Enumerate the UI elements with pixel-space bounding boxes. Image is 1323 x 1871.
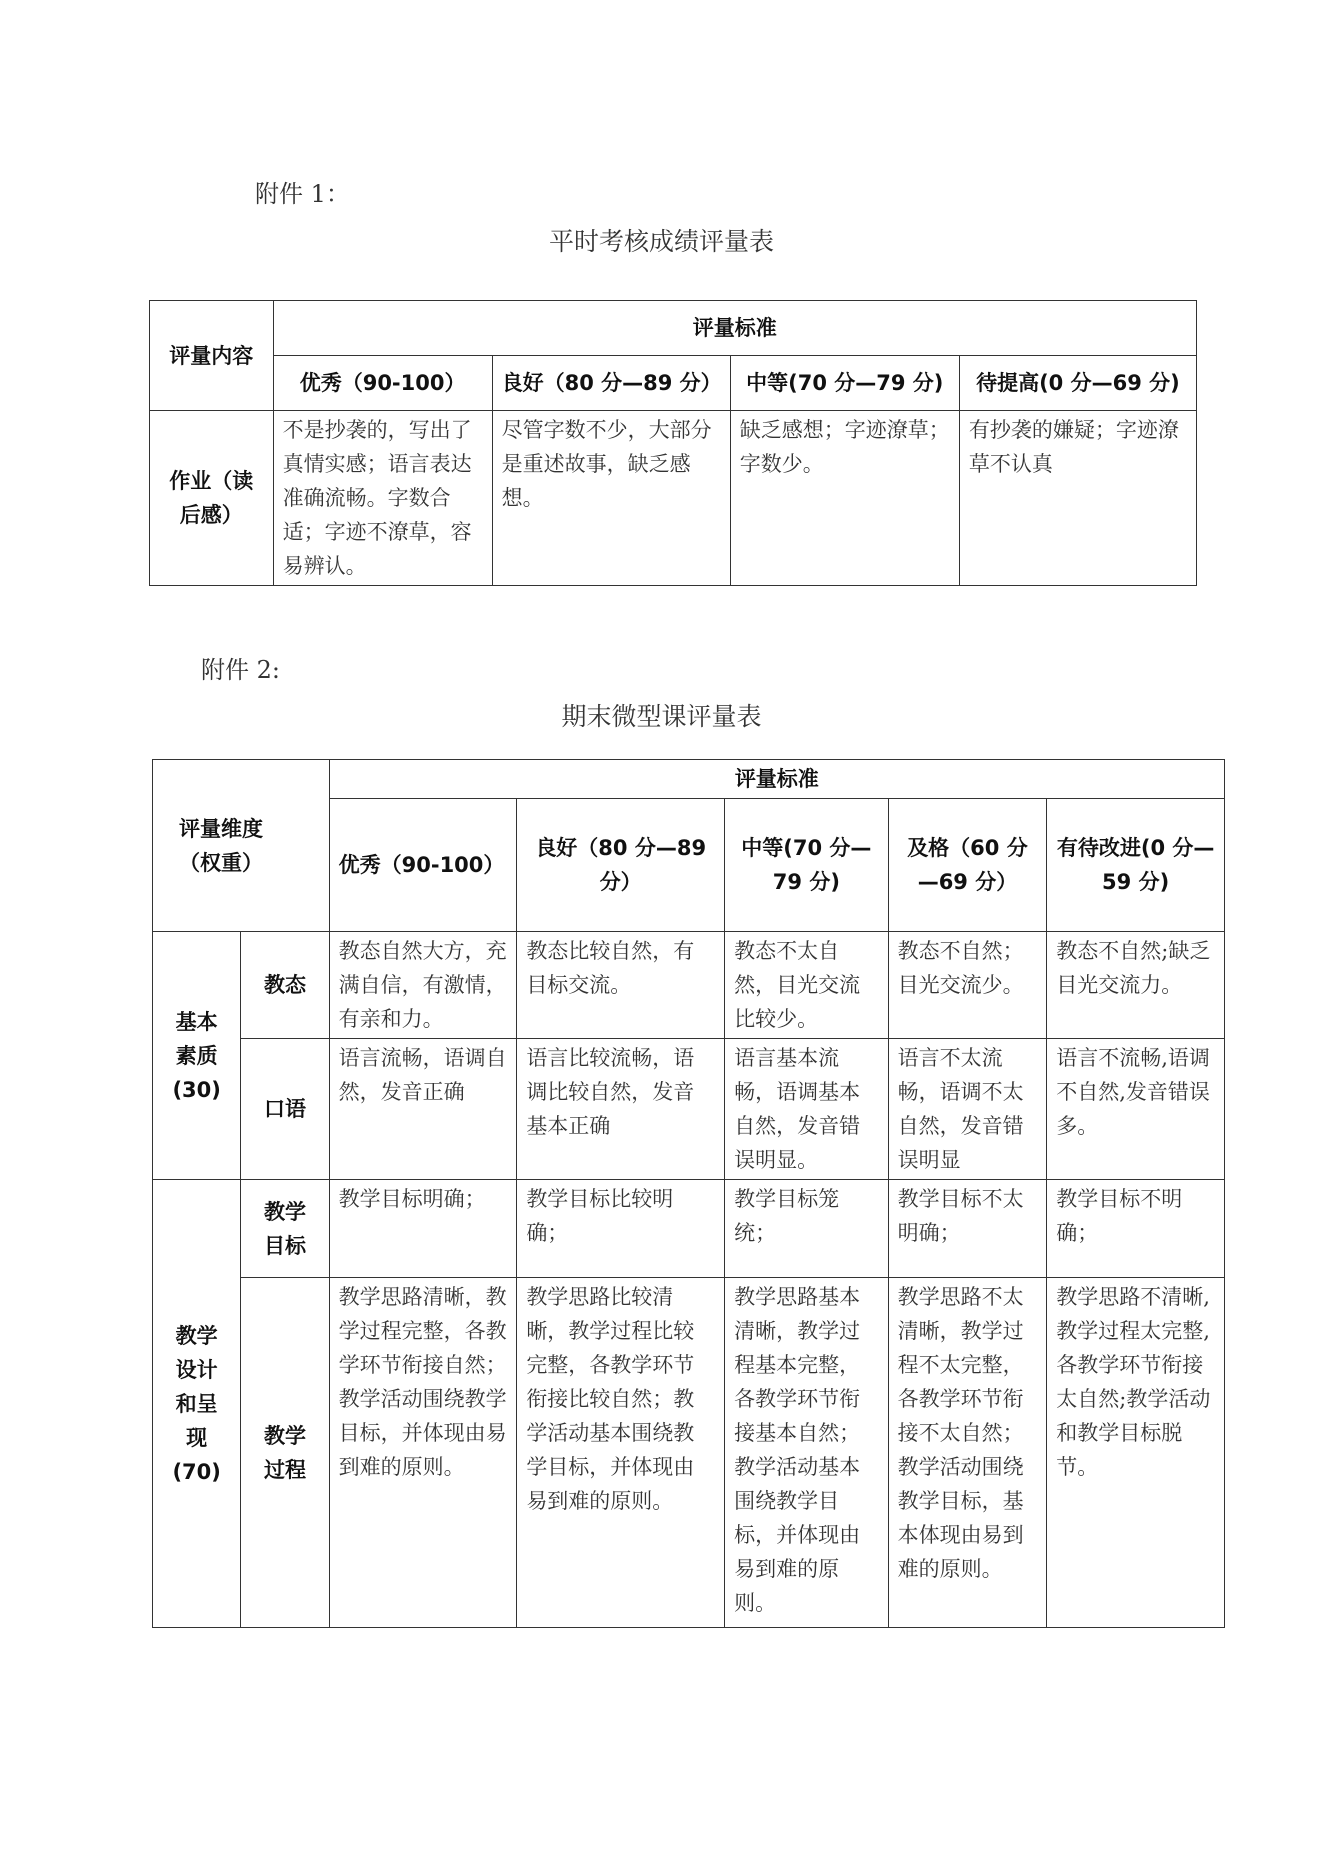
level-excellent: 优秀（90-100） [273,356,492,411]
cell-medium: 缺乏感想；字迹潦草；字数少。 [730,411,959,586]
criteria-header: 评量标准 [329,760,1224,799]
row-header-dimension: 评量维度 （权重） [153,760,330,932]
cell-medium: 教态不太自然，目光交流比较少。 [725,932,889,1039]
regular-assessment-table [149,300,1197,586]
cell-medium: 教学思路基本清晰，教学过程基本完整，各教学环节衔接基本自然；教学活动基本围绕教学目标，并体现由易到难的原则。 [725,1278,889,1628]
cell-improve: 有抄袭的嫌疑；字迹潦草不认真 [959,411,1196,586]
micro-lesson-assessment-table [152,759,1225,1628]
level-pass: 及格（60 分—69 分） [888,799,1047,932]
row-item: 教态 [241,932,329,1039]
cell-needs-improvement: 教学思路不清晰,教学过程太完整,各教学环节衔接太自然;教学活动和教学目标脱节。 [1047,1278,1225,1628]
cell-needs-improvement: 教态不自然;缺乏目光交流力。 [1047,932,1225,1039]
cell-excellent: 不是抄袭的，写出了真情实感；语言表达准确流畅。字数合适；字迹不潦草，容易辨认。 [273,411,492,586]
cell-pass: 教学思路不太清晰，教学过程不太完整，各教学环节衔接不太自然；教学活动围绕教学目标，基本体现由易到难的原则。 [888,1278,1047,1628]
cell-pass: 教学目标不太明确； [888,1180,1047,1278]
cell-needs-improvement: 教学目标不明确； [1047,1180,1225,1278]
cell-excellent: 教学目标明确； [329,1180,517,1278]
row-item: 口语 [241,1039,329,1180]
cell-pass: 语言不太流畅，语调不太自然，发音错误明显 [888,1039,1047,1180]
table-row [153,1180,1225,1278]
level-needs-improvement: 有待改进(0 分—59 分) [1047,799,1225,932]
level-excellent: 优秀（90-100） [329,799,517,932]
criteria-header: 评量标准 [273,301,1196,356]
level-good: 良好（80 分—89 分） [517,799,725,932]
annex-2-label: 附件 2: [201,656,280,684]
cell-good: 教学思路比较清晰，教学过程比较完整，各教学环节衔接比较自然；教学活动基本围绕教学目标，并体现由易到难的原则。 [517,1278,725,1628]
cell-good: 尽管字数不少，大部分是重述故事，缺乏感想。 [492,411,730,586]
annex-2-title: 期末微型课评量表 [561,702,762,731]
dimension-design-presentation: 教学 设计 和呈 现 (70) [153,1180,241,1628]
table-row [153,932,1225,1039]
cell-good: 语言比较流畅，语调比较自然，发音基本正确 [517,1039,725,1180]
row-item: 教学 过程 [241,1278,329,1628]
cell-medium: 教学目标笼统； [725,1180,889,1278]
level-improve: 待提高(0 分—69 分) [959,356,1196,411]
dimension-basic-quality: 基本 素质 (30) [153,932,241,1180]
cell-pass: 教态不自然；目光交流少。 [888,932,1047,1039]
cell-good: 教态比较自然，有目标交流。 [517,932,725,1039]
cell-excellent: 语言流畅，语调自然，发音正确 [329,1039,517,1180]
row-header-content: 评量内容 [150,301,274,411]
level-medium: 中等(70 分—79 分) [730,356,959,411]
cell-good: 教学目标比较明确； [517,1180,725,1278]
level-good: 良好（80 分—89 分） [492,356,730,411]
cell-medium: 语言基本流畅，语调基本自然，发音错误明显。 [725,1039,889,1180]
annex-1-title: 平时考核成绩评量表 [548,227,774,256]
row-item: 作业（读 后感） [150,411,274,586]
level-medium: 中等(70 分—79 分) [725,799,889,932]
table-row [153,1278,1225,1628]
cell-excellent: 教学思路清晰，教学过程完整，各教学环节衔接自然；教学活动围绕教学目标，并体现由易到难的原则。 [329,1278,517,1628]
table-row [153,1039,1225,1180]
annex-1-label: 附件 1： [255,180,350,208]
row-item: 教学 目标 [241,1180,329,1278]
cell-needs-improvement: 语言不流畅,语调不自然,发音错误多。 [1047,1039,1225,1180]
table-row [150,411,1197,586]
cell-excellent: 教态自然大方，充满自信，有激情，有亲和力。 [329,932,517,1039]
